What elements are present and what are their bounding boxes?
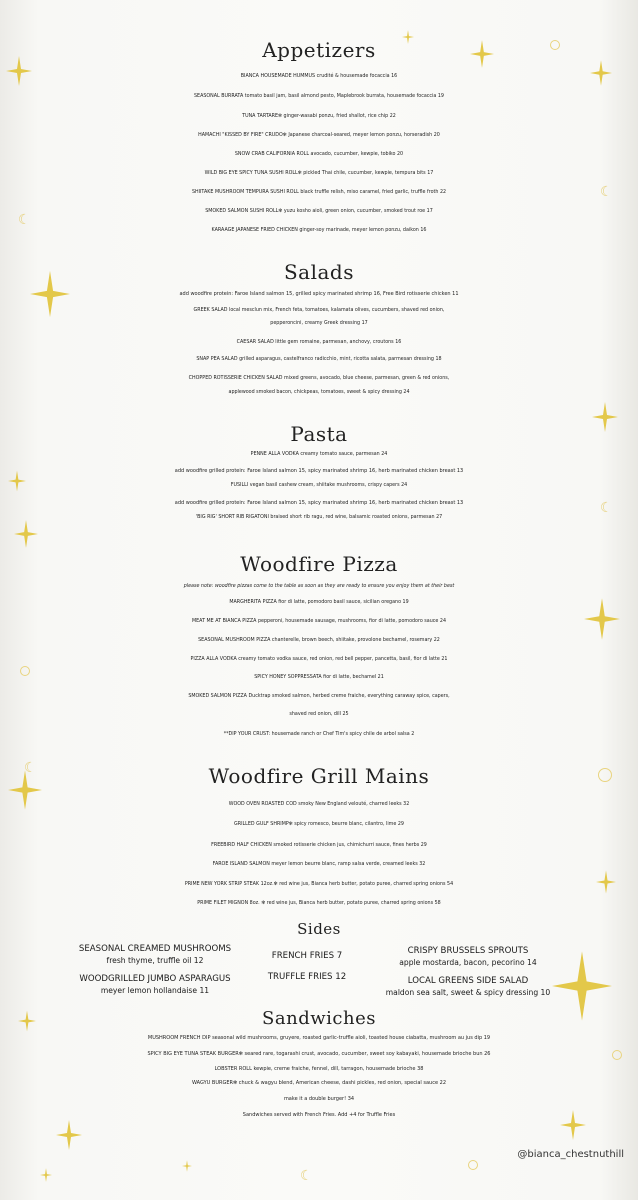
- pasta-item: PENNE ALLA VODKA creamy tomato sauce, parmesan 24: [250, 452, 388, 457]
- side-desc: meyer lemon hollandaise 11: [100, 986, 210, 995]
- side-name: WOODGRILLED JUMBO ASPARAGUS: [79, 974, 231, 984]
- moon-icon: ☾: [24, 760, 37, 776]
- pizza-item: PIZZA ALLA VODKA creamy tomato vodka sauce, red onion, red bell pepper, pancetta, basil, fior di latte 21: [190, 657, 448, 662]
- moon-icon: ☾: [300, 1168, 313, 1184]
- salad-item: applewood smoked bacon, chickpeas, tomatoes, sweet & spicy dressing 24: [228, 390, 410, 395]
- side-item: [252, 951, 362, 962]
- sandwich-item: MUSHROOM FRENCH DIP seasonal wild mushrooms, gruyere, roasted garlic-truffle aioli, toasted house ciabatta, mushroom au jus dip 19: [147, 1035, 491, 1041]
- pizza-item: SMOKED SALMON PIZZA Ducktrap smoked salmon, herbed creme fraiche, everything caraway spice, capers,: [188, 694, 450, 699]
- pizza-item: MARGHERITA PIZZA fior di latte, pomodoro basil sauce, sicilian oregano 19: [229, 600, 409, 605]
- salad-item: SNAP PEA SALAD grilled asparagus, castelfranco radicchio, mint, ricotta salata, parmesan dressing 18: [196, 357, 442, 362]
- appetizer-item: HAMACHI "KISSED BY FIRE" CRUDO✻ Japanese charcoal-seared, meyer lemon ponzu, horseradish 20: [198, 133, 440, 138]
- circle-icon: [468, 1160, 478, 1170]
- sandwich-double-note: make it a double burger! 34: [283, 1096, 355, 1102]
- section-title-pizza: Woodfire Pizza: [240, 552, 398, 576]
- mains-item: FREEBIRD HALF CHICKEN smoked rotisserie chicken jus, chimichurri sauce, fines herbs 29: [211, 843, 427, 848]
- salad-item: GREEK SALAD local mesclun mix, French feta, tomatoes, kalamata olives, cucumbers, shaved red onion,: [193, 308, 445, 313]
- section-title-appetizers: Appetizers: [262, 38, 376, 62]
- section-title-sides: Sides: [297, 920, 341, 938]
- appetizer-item: KARAAGE JAPANESE FRIED CHICKEN ginger-soy marinade, meyer lemon ponzu, daikon 16: [211, 228, 427, 233]
- section-title-pasta: Pasta: [290, 422, 348, 446]
- appetizer-item: BIANCA HOUSEMADE HUMMUS crudité & housemade focaccia 16: [240, 74, 398, 79]
- section-title-salads: Salads: [283, 260, 354, 284]
- side-name: CRISPY BRUSSELS SPROUTS: [407, 946, 529, 956]
- pasta-item: 'BIG RIG' SHORT RIB RIGATONI braised short rib ragu, red wine, balsamic roasted onions, parmesan 27: [195, 515, 443, 520]
- moon-icon: ☾: [600, 184, 613, 200]
- pizza-item: SEASONAL MUSHROOM PIZZA chanterelle, brown beech, shiitake, provolone bechamel, rosemary 22: [198, 638, 440, 643]
- pizza-item: shaved red onion, dill 25: [289, 712, 349, 717]
- appetizer-item: WILD BIG EYE SPICY TUNA SUSHI ROLL✻ pickled Thai chile, cucumber, kewpie, tempura bits 17: [204, 171, 434, 176]
- side-name: SEASONAL CREAMED MUSHROOMS: [78, 944, 232, 954]
- sandwich-item: WAGYU BURGER✻ chuck & wagyu blend, American cheese, dashi pickles, red onion, special sauce 22: [191, 1080, 447, 1086]
- side-name: TRUFFLE FRIES 12: [267, 972, 347, 982]
- salad-protein-note: add woodfire protein: Faroe Island salmon 15, grilled spicy marinated shrimp 16, Free Bird rotisserie chicken 11: [179, 291, 459, 297]
- moon-icon: ☾: [600, 500, 613, 516]
- sandwich-item: LOBSTER ROLL kewpie, creme fraiche, fennel, dill, tarragon, housemade brioche 38: [214, 1066, 424, 1072]
- side-item: [252, 972, 362, 983]
- section-title-mains: Woodfire Grill Mains: [208, 764, 430, 788]
- side-name: FRENCH FRIES 7: [271, 951, 343, 961]
- side-desc: maldon sea salt, sweet & spicy dressing 10: [385, 988, 551, 997]
- side-item: [70, 944, 240, 966]
- mains-item: PRIME FILET MIGNON 8oz. ✻ red wine jus, Bianca herb butter, potato puree, charred spring onions 58: [197, 901, 441, 906]
- pizza-item: SPICY HONEY SOPPRESSATA fior di latte, bechamel 21: [254, 675, 384, 680]
- side-name: LOCAL GREENS SIDE SALAD: [407, 976, 529, 986]
- section-title-sandwiches: Sandwiches: [262, 1008, 376, 1029]
- pizza-item: MEAT ME AT BIANCA PIZZA pepperoni, housemade sausage, mushrooms, fior di latte, pomodoro sauce 24: [191, 619, 447, 624]
- pizza-note: please note: woodfire pizzas come to the table as soon as they are ready to ensure you enjoy them at their best: [183, 584, 455, 589]
- pasta-item: FUSILLI vegan basil cashew cream, shiitake mushrooms, crispy capers 24: [230, 483, 408, 488]
- social-handle: @bianca_chestnuthill: [517, 1149, 624, 1160]
- appetizer-item: SHIITAKE MUSHROOM TEMPURA SUSHI ROLL black truffle relish, miso caramel, fried garlic, truffle froth 22: [191, 190, 447, 195]
- pizza-dip-note: **DIP YOUR CRUST: housemade ranch or Chef Tim's spicy chile de arbol salsa 2: [223, 732, 415, 737]
- pasta-protein-note: add woodfire grilled protein: Faroe Island salmon 15, spicy marinated shrimp 16, herb marinated chicken breast 13: [174, 500, 464, 506]
- mains-item: GRILLED GULF SHRIMP✻ spicy romesco, beurre blanc, cilantro, lime 29: [234, 822, 404, 827]
- side-desc: fresh thyme, truffle oil 12: [106, 956, 204, 965]
- side-item: [70, 974, 240, 996]
- salad-item: CHOPPED ROTISSERIE CHICKEN SALAD mixed greens, avocado, blue cheese, parmesan, green & red onions,: [188, 376, 450, 381]
- side-desc: apple mostarda, bacon, pecorino 14: [399, 958, 537, 967]
- salad-item: CAESAR SALAD little gem romaine, parmesan, anchovy, croutons 16: [236, 340, 402, 345]
- star-icon: [40, 1168, 52, 1182]
- sandwich-item: SPICY BIG EYE TUNA STEAK BURGER✻ seared rare, togarashi crust, avocado, cucumber, sweet soy kabayaki, housemade brioche bun 26: [147, 1051, 491, 1057]
- moon-icon: ☾: [18, 212, 31, 228]
- appetizer-item: SMOKED SALMON SUSHI ROLL✻ yuzu kosho aioli, green onion, cucumber, smoked trout roe 17: [205, 209, 433, 214]
- sandwich-fries-note: Sandwiches served with French Fries. Add +4 for Truffle Fries: [242, 1112, 396, 1118]
- star-icon: [590, 60, 612, 86]
- star-icon: [14, 520, 38, 548]
- appetizer-item: SNOW CRAB CALIFORNIA ROLL avocado, cucumber, kewpie, tobiko 20: [234, 152, 404, 157]
- side-item: [368, 976, 568, 998]
- appetizer-item: SEASONAL BURRATA tomato basil jam, basil almond pesto, Maplebrook burrata, housemade focaccia 19: [194, 94, 444, 99]
- star-icon: [56, 1120, 82, 1150]
- appetizer-item: TUNA TARTARE✻ ginger-wasabi ponzu, fried shallot, rice chip 22: [242, 114, 396, 119]
- star-icon: [182, 1160, 192, 1172]
- pasta-protein-note: add woodfire grilled protein: Faroe Island salmon 15, spicy marinated shrimp 16, herb marinated chicken breast 13: [174, 468, 464, 474]
- mains-item: FAROE ISLAND SALMON meyer lemon beurre blanc, ramp salsa verde, creamed leeks 32: [212, 862, 426, 867]
- salad-item: pepperoncini, creamy Greek dressing 17: [270, 321, 368, 326]
- mains-item: WOOD OVEN ROASTED COD smoky New England velouté, charred leeks 32: [228, 802, 410, 807]
- side-item: [368, 946, 568, 968]
- mains-item: PRIME NEW YORK STRIP STEAK 12oz.✻ red wine jus, Bianca herb butter, potato puree, charred spring onions 54: [184, 882, 454, 887]
